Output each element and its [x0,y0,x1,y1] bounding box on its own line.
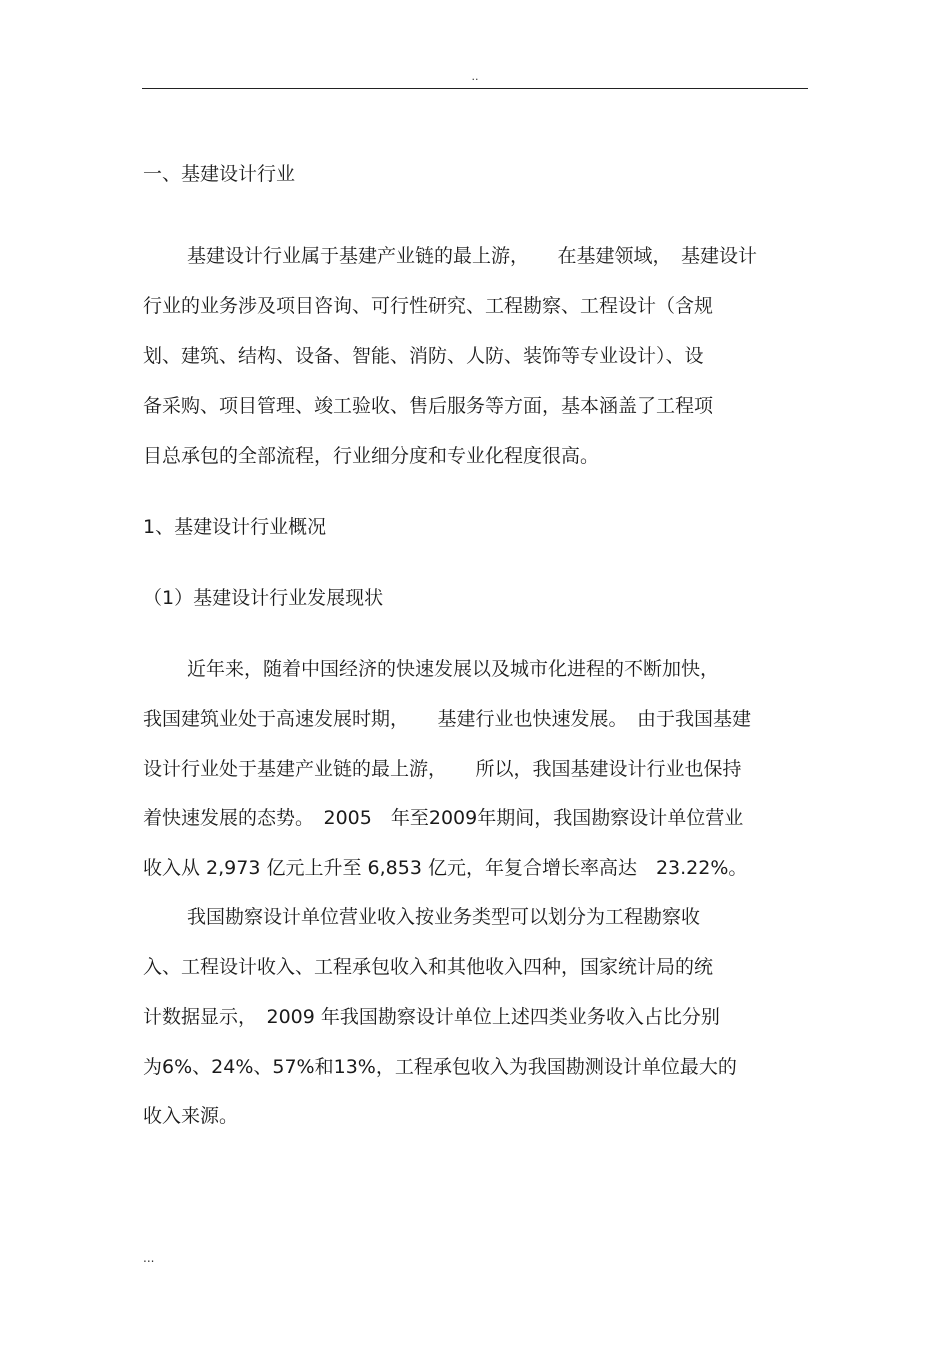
paragraph-3-line-2: 入、工程设计收入、工程承包收入和其他收入四种，国家统计局的统 [143,956,714,978]
paragraph-1-line-5: 目总承包的全部流程，行业细分度和专业化程度很高。 [143,445,600,467]
paragraph-1-line-3: 划、建筑、结构、设备、智能、消防、人防、装饰等专业设计）、设 [143,345,704,367]
paragraph-3-line-1: 我国勘察设计单位营业收入按业务类型可以划分为工程勘察收 [187,906,701,928]
paragraph-3-line-4: 为6%、24%、57%和13%，工程承包收入为我国勘测设计单位最大的 [143,1056,737,1078]
paragraph-2-line-4: 着快速发展的态势。 2005 年至2009年期间，我国勘察设计单位营业 [143,807,744,829]
paragraph-2-line-3: 设计行业处于基建产业链的最上游， 所以，我国基建设计行业也保持 [143,758,742,780]
paragraph-1-line-2: 行业的业务涉及项目咨询、可行性研究、工程勘察、工程设计（含规 [143,295,714,317]
subheading-overview: 1、基建设计行业概况 [143,516,327,538]
paragraph-1-line-4: 备采购、项目管理、竣工验收、售后服务等方面，基本涵盖了工程项 [143,395,714,417]
paragraph-3-line-5: 收入来源。 [143,1105,239,1127]
paragraph-1-line-1: 基建设计行业属于基建产业链的最上游， 在基建领域， 基建设计 [187,245,758,267]
section-heading: 一、基建设计行业 [143,163,296,185]
page-footer-mark: ... [143,1251,155,1265]
page-header-mark: .. [471,70,479,83]
paragraph-2-line-1: 近年来，随着中国经济的快速发展以及城市化进程的不断加快， [187,658,720,680]
paragraph-2-line-5: 收入从 2,973 亿元上升至 6,853 亿元，年复合增长率高达 23.22%。 [143,857,748,879]
subheading-current-status: （1）基建设计行业发展现状 [143,587,384,609]
paragraph-3-line-3: 计数据显示， 2009 年我国勘察设计单位上述四类业务收入占比分别 [143,1006,720,1028]
header-rule [142,88,808,89]
paragraph-2-line-2: 我国建筑业处于高速发展时期， 基建行业也快速发展。 由于我国基建 [143,708,752,730]
